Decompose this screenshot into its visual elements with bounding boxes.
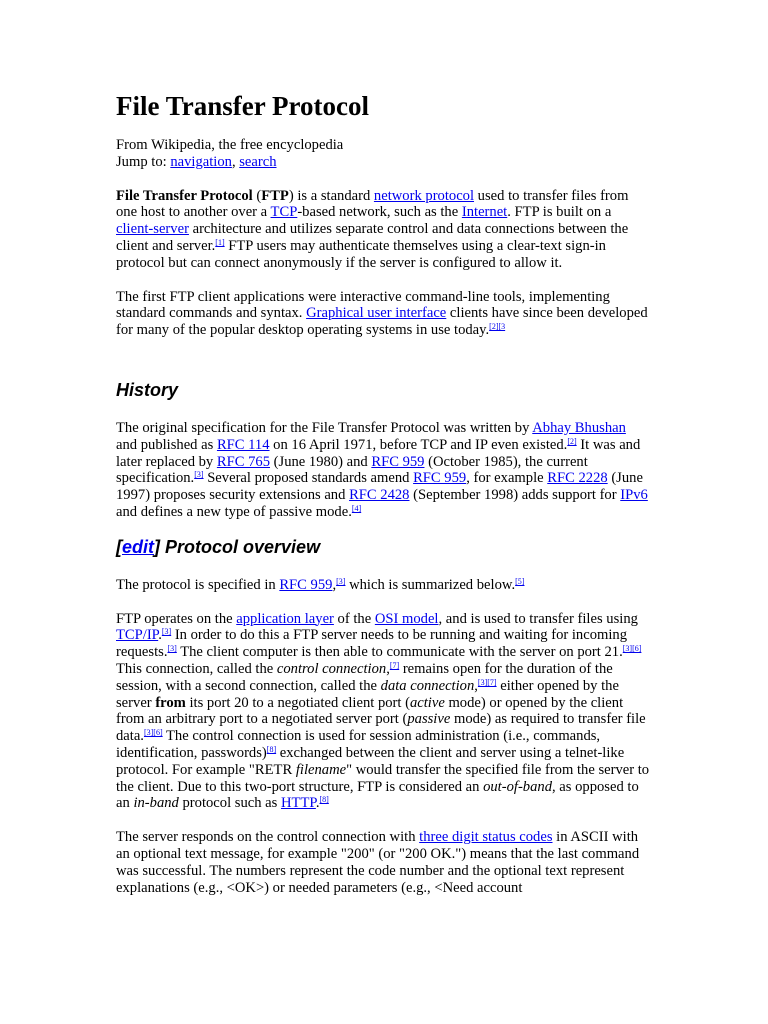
citation-link[interactable]: [2] (567, 436, 577, 446)
jump-links: Jump to: navigation, search (116, 153, 277, 170)
page-title: File Transfer Protocol (116, 91, 369, 121)
link-rfc-959[interactable]: RFC 959 (413, 470, 467, 487)
link-osi-model[interactable]: OSI model (374, 610, 439, 627)
citation-link[interactable]: [8] (319, 795, 329, 805)
overview-paragraph-3: The server responds on the control connection with three digit status codes in ASCII with an optional text message, for example "200" (or "200 OK.") means that the last command was successful. The numbers represent the code number and the optional text represent explanations (e.g., <OK>) or needed parameters (e.g., <Need account (116, 829, 640, 896)
link-tcp-ip[interactable]: TCP/IP (116, 627, 159, 644)
citation-link[interactable]: [4] (351, 503, 362, 513)
link-ipv6[interactable]: IPv6 (620, 487, 648, 504)
history-paragraph: The original specification for the File Transfer Protocol was written by Abhay Bhushan and published as RFC 114 on 16 April 1971, before TCP and IP even existed.[2] It was and later replaced by RFC 765 (June 1980) and RFC 959 (October 1985), the current specification.[3] Several proposed standards amend RFC 959, for example RFC 2228 (June 1997) proposes security extensions and RFC 2428 (September 1998) adds support for IPv6 and defines a new type of passive mode.[4] (116, 419, 648, 520)
citation-link[interactable]: [7] (389, 660, 400, 670)
citation-link[interactable]: [3] (161, 627, 172, 637)
citation-link[interactable]: [3][7] (477, 677, 497, 687)
citation-link[interactable]: [3] (336, 576, 346, 586)
site-subtitle: From Wikipedia, the free encyclopedia (116, 137, 344, 153)
section-heading-history: History (116, 379, 179, 400)
link-network-protocol[interactable]: network protocol (373, 187, 475, 204)
tagline (116, 137, 650, 171)
citation-link[interactable]: [3] (167, 644, 177, 654)
citation-link[interactable]: [1] (215, 237, 225, 247)
link-rfc-2428[interactable]: RFC 2428 (349, 487, 410, 504)
link-tcp[interactable]: TCP (270, 204, 298, 221)
overview-paragraph-1: The protocol is specified in RFC 959,[3] which is summarized below.[5] (116, 576, 525, 593)
jump-search-link[interactable]: search (239, 153, 277, 170)
citation-link[interactable]: [3][6] (622, 644, 642, 654)
citation-link[interactable]: [3][6] (143, 728, 163, 738)
link-rfc-2228[interactable]: RFC 2228 (547, 470, 608, 487)
link-internet[interactable]: Internet (461, 204, 508, 221)
citation-link[interactable]: [2][3 (489, 322, 506, 332)
link-http[interactable]: HTTP (280, 795, 316, 812)
link-rfc-959[interactable]: RFC 959 (279, 576, 333, 593)
section-heading-protocol-overview: [edit] Protocol overview (116, 536, 321, 557)
citation-link[interactable]: [8] (266, 744, 277, 754)
citation-link[interactable]: [3] (194, 470, 204, 480)
citation-link[interactable]: [5] (515, 576, 525, 586)
overview-paragraph-2: FTP operates on the application layer of the OSI model, and is used to transfer files using TCP/IP.[3] In order to do this a FTP server needs to be running and waiting for incoming requests.[3] The client computer is then able to communicate with the server on port 21.[3][6] This connection, called the control connection,[7] remains open for the duration of the session, with a second connection, called the data connection,[3][7] either opened by the server from its port 20 to a negotiated client port (active mode) or opened by the client from an arbitrary port to a negotiated server port (passive mode) as required to transfer file data.[3][6] The control connection is used for session administration (i.e., commands, identification, passwords)[8] exchanged between the client and server using a telnet-like protocol. For example "RETR filename" would transfer the specified file from the server to the client. Due to this two-port structure, FTP is considered an out-of-band, as opposed to an in-band protocol such as HTTP.[8] (116, 610, 650, 812)
edit-section-link[interactable]: edit (122, 536, 155, 557)
link-abhay-bhushan[interactable]: Abhay Bhushan (532, 419, 626, 436)
link-client-server[interactable]: client-server (116, 221, 189, 238)
link-rfc-959[interactable]: RFC 959 (371, 453, 425, 470)
link-application-layer[interactable]: application layer (236, 610, 334, 627)
intro-paragraph-2: The first FTP client applications were interactive command-line tools, implementing standard commands and syntax. Graphical user interface clients have since been developed for many of the popular desktop operating systems in use today.$^{[2][3}$ (116, 288, 648, 339)
intro-paragraph-1: File Transfer Protocol (FTP) is a standard network protocol used to transfer files from one host to another over a TCP-based network, such as the Internet. FTP is built on a client-server architecture and utilizes separate control and data connections between the client and server.[1] FTP users may authenticate themselves using a clear-text sign-in protocol but can connect anonymously if the server is configured to allow it. (116, 187, 629, 271)
jump-navigation-link[interactable]: navigation (170, 153, 232, 170)
link-rfc-114[interactable]: RFC 114 (216, 436, 270, 453)
link-status-codes[interactable]: three digit status codes (419, 829, 553, 846)
link-rfc-765[interactable]: RFC 765 (216, 453, 271, 470)
link-gui[interactable]: Graphical user interface (306, 305, 447, 322)
